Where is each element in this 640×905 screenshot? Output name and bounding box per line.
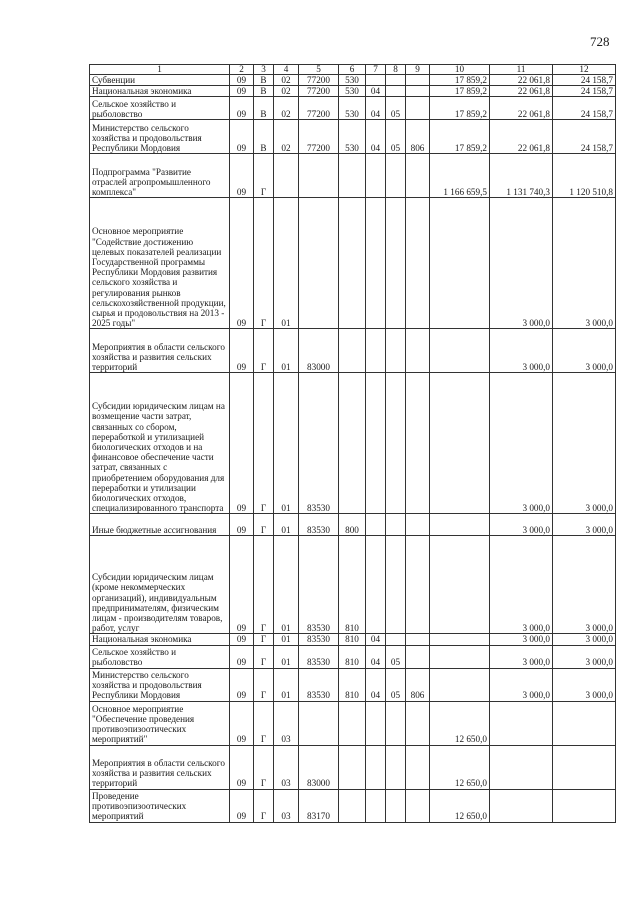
cell-c8 [386, 701, 406, 745]
row-name: Субсидии юридическим лицам (кроме некоммерческих организаций), индивидуальным предпринимателям, физическим лицам - производителям товаров, работ, услуг [90, 536, 230, 634]
cell-c6: 810 [339, 536, 366, 634]
cell-c11: 3 000,0 [490, 329, 553, 373]
cell-c12 [553, 745, 616, 789]
cell-c8: 05 [386, 120, 406, 154]
page-number: 728 [590, 34, 610, 49]
cell-c7 [366, 154, 386, 198]
cell-c5: 77200 [299, 86, 339, 97]
cell-c3: В [254, 86, 274, 97]
cell-c8 [386, 373, 406, 514]
cell-c3: Г [254, 514, 274, 536]
cell-c11 [490, 745, 553, 789]
cell-c12: 24 158,7 [553, 97, 616, 120]
cell-c7: 04 [366, 645, 386, 668]
row-name: Проведение противоэпизоотических мероприятий [90, 789, 230, 822]
cell-c10 [430, 668, 490, 701]
cell-c12: 1 120 510,8 [553, 154, 616, 198]
cell-c8 [386, 154, 406, 198]
cell-c5: 77200 [299, 75, 339, 86]
cell-c12: 3 000,0 [553, 514, 616, 536]
cell-c9 [406, 97, 430, 120]
cell-c10: 17 859,2 [430, 75, 490, 86]
column-header: 8 [386, 65, 406, 75]
row-name: Министерство сельского хозяйства и продовольствия Республики Мордовия [90, 668, 230, 701]
cell-c8 [386, 329, 406, 373]
cell-c4: 01 [274, 668, 299, 701]
row-name: Субвенции [90, 75, 230, 86]
column-header: 6 [339, 65, 366, 75]
cell-c11: 3 000,0 [490, 634, 553, 645]
cell-c5: 83530 [299, 373, 339, 514]
cell-c7: 04 [366, 668, 386, 701]
cell-c2: 09 [230, 329, 254, 373]
cell-c6 [339, 789, 366, 822]
cell-c12 [553, 701, 616, 745]
cell-c6: 530 [339, 97, 366, 120]
cell-c5: 83530 [299, 634, 339, 645]
cell-c12: 3 000,0 [553, 198, 616, 329]
cell-c3: В [254, 97, 274, 120]
cell-c11: 1 131 740,3 [490, 154, 553, 198]
cell-c6 [339, 329, 366, 373]
cell-c2: 09 [230, 154, 254, 198]
cell-c9 [406, 745, 430, 789]
cell-c4: 02 [274, 120, 299, 154]
cell-c11: 22 061,8 [490, 120, 553, 154]
cell-c4: 03 [274, 701, 299, 745]
cell-c5: 83000 [299, 745, 339, 789]
cell-c9 [406, 86, 430, 97]
cell-c10: 17 859,2 [430, 86, 490, 97]
cell-c3: Г [254, 154, 274, 198]
table-row [90, 514, 616, 536]
cell-c6 [339, 198, 366, 329]
column-header: 9 [406, 65, 430, 75]
cell-c9 [406, 154, 430, 198]
cell-c2: 09 [230, 198, 254, 329]
cell-c11 [490, 789, 553, 822]
cell-c8 [386, 86, 406, 97]
cell-c8 [386, 745, 406, 789]
cell-c12: 3 000,0 [553, 668, 616, 701]
table-row [90, 198, 616, 329]
cell-c11: 22 061,8 [490, 75, 553, 86]
row-name: Основное мероприятие "Обеспечение проведения противоэпизоотических мероприятий" [90, 701, 230, 745]
cell-c4: 01 [274, 373, 299, 514]
cell-c8 [386, 75, 406, 86]
cell-c9 [406, 75, 430, 86]
table-row [90, 154, 616, 198]
cell-c6: 530 [339, 86, 366, 97]
cell-c12: 3 000,0 [553, 373, 616, 514]
cell-c5 [299, 198, 339, 329]
cell-c2: 09 [230, 789, 254, 822]
cell-c7 [366, 701, 386, 745]
row-name: Сельское хозяйство и рыболовство [90, 645, 230, 668]
cell-c2: 09 [230, 373, 254, 514]
cell-c8 [386, 536, 406, 634]
table-row [90, 86, 616, 97]
row-name: Министерство сельского хозяйства и продовольствия Республики Мордовия [90, 120, 230, 154]
column-header: 5 [299, 65, 339, 75]
cell-c3: Г [254, 634, 274, 645]
cell-c2: 09 [230, 75, 254, 86]
table-row [90, 789, 616, 822]
row-name: Сельское хозяйство и рыболовство [90, 97, 230, 120]
cell-c10: 12 650,0 [430, 789, 490, 822]
cell-c4 [274, 154, 299, 198]
cell-c2: 09 [230, 645, 254, 668]
cell-c9 [406, 514, 430, 536]
table-row [90, 373, 616, 514]
cell-c8 [386, 634, 406, 645]
column-header: 12 [553, 65, 616, 75]
cell-c10: 1 166 659,5 [430, 154, 490, 198]
cell-c6: 810 [339, 668, 366, 701]
table-row [90, 645, 616, 668]
cell-c11: 3 000,0 [490, 668, 553, 701]
column-header: 2 [230, 65, 254, 75]
cell-c11 [490, 701, 553, 745]
cell-c9 [406, 645, 430, 668]
cell-c8 [386, 198, 406, 329]
cell-c11: 3 000,0 [490, 536, 553, 634]
cell-c7: 04 [366, 634, 386, 645]
cell-c12: 3 000,0 [553, 645, 616, 668]
cell-c12: 24 158,7 [553, 120, 616, 154]
cell-c11: 22 061,8 [490, 97, 553, 120]
cell-c3: Г [254, 789, 274, 822]
cell-c10: 17 859,2 [430, 120, 490, 154]
row-name: Национальная экономика [90, 86, 230, 97]
row-name: Основное мероприятие "Содействие достижению целевых показателей реализации Государственной программы Республики Мордовия развития сельского хозяйства и регулирования рынков сельскохозяйственной продукции, сырья и продовольствия на 2013 - 2025 годы" [90, 198, 230, 329]
row-name: Иные бюджетные ассигнования [90, 514, 230, 536]
cell-c10 [430, 645, 490, 668]
cell-c7 [366, 745, 386, 789]
cell-c9 [406, 198, 430, 329]
cell-c10 [430, 198, 490, 329]
column-header: 11 [490, 65, 553, 75]
cell-c4: 02 [274, 86, 299, 97]
cell-c5: 77200 [299, 97, 339, 120]
cell-c12: 24 158,7 [553, 86, 616, 97]
cell-c6 [339, 154, 366, 198]
cell-c4: 01 [274, 514, 299, 536]
row-name: Подпрограмма "Развитие отраслей агропромышленного комплекса" [90, 154, 230, 198]
cell-c9 [406, 329, 430, 373]
header-row [90, 65, 616, 75]
cell-c2: 09 [230, 745, 254, 789]
cell-c4: 02 [274, 97, 299, 120]
cell-c9 [406, 373, 430, 514]
table-row [90, 75, 616, 86]
cell-c4: 03 [274, 789, 299, 822]
cell-c8 [386, 514, 406, 536]
cell-c10 [430, 514, 490, 536]
cell-c3: Г [254, 198, 274, 329]
table-row [90, 97, 616, 120]
cell-c3: Г [254, 668, 274, 701]
cell-c10 [430, 329, 490, 373]
cell-c9 [406, 634, 430, 645]
cell-c3: Г [254, 536, 274, 634]
column-header: 4 [274, 65, 299, 75]
cell-c6: 530 [339, 120, 366, 154]
cell-c8: 05 [386, 668, 406, 701]
cell-c7 [366, 789, 386, 822]
cell-c5: 83530 [299, 645, 339, 668]
cell-c10 [430, 373, 490, 514]
cell-c2: 09 [230, 634, 254, 645]
budget-table [89, 64, 616, 823]
cell-c3: Г [254, 373, 274, 514]
cell-c2: 09 [230, 536, 254, 634]
cell-c10 [430, 536, 490, 634]
table-row [90, 668, 616, 701]
cell-c9 [406, 789, 430, 822]
cell-c10: 12 650,0 [430, 745, 490, 789]
cell-c11: 3 000,0 [490, 373, 553, 514]
cell-c5: 83530 [299, 536, 339, 634]
row-name: Субсидии юридическим лицам на возмещение части затрат, связанных со сбором, переработкой и утилизацией биологических отходов и на финансовое обеспечение части затрат, связанных с приобретением оборудования для переработки и утилизации биологических отходов, специализированного транспорта [90, 373, 230, 514]
table-body [90, 75, 616, 823]
cell-c6 [339, 745, 366, 789]
cell-c12: 24 158,7 [553, 75, 616, 86]
cell-c11: 22 061,8 [490, 86, 553, 97]
cell-c4: 03 [274, 745, 299, 789]
cell-c3: Г [254, 701, 274, 745]
column-header: 3 [254, 65, 274, 75]
cell-c6: 530 [339, 75, 366, 86]
table-row [90, 634, 616, 645]
cell-c5: 83530 [299, 668, 339, 701]
cell-c9 [406, 536, 430, 634]
cell-c12: 3 000,0 [553, 329, 616, 373]
cell-c8 [386, 789, 406, 822]
cell-c7: 04 [366, 86, 386, 97]
cell-c2: 09 [230, 86, 254, 97]
cell-c4: 01 [274, 645, 299, 668]
cell-c2: 09 [230, 97, 254, 120]
cell-c7 [366, 75, 386, 86]
cell-c9 [406, 701, 430, 745]
cell-c5: 77200 [299, 120, 339, 154]
cell-c9: 806 [406, 668, 430, 701]
cell-c6: 810 [339, 645, 366, 668]
row-name: Национальная экономика [90, 634, 230, 645]
cell-c12 [553, 789, 616, 822]
cell-c3: Г [254, 745, 274, 789]
cell-c8: 05 [386, 97, 406, 120]
column-header: 10 [430, 65, 490, 75]
cell-c4: 01 [274, 634, 299, 645]
column-header: 1 [90, 65, 230, 75]
cell-c5 [299, 154, 339, 198]
cell-c8: 05 [386, 645, 406, 668]
cell-c4: 01 [274, 536, 299, 634]
cell-c6 [339, 701, 366, 745]
cell-c12: 3 000,0 [553, 536, 616, 634]
cell-c5: 83530 [299, 514, 339, 536]
cell-c11: 3 000,0 [490, 645, 553, 668]
cell-c7 [366, 329, 386, 373]
cell-c5 [299, 701, 339, 745]
column-header: 7 [366, 65, 386, 75]
cell-c7: 04 [366, 120, 386, 154]
cell-c4: 01 [274, 329, 299, 373]
cell-c6: 810 [339, 634, 366, 645]
cell-c2: 09 [230, 514, 254, 536]
cell-c2: 09 [230, 701, 254, 745]
cell-c10 [430, 634, 490, 645]
cell-c6 [339, 373, 366, 514]
cell-c3: В [254, 75, 274, 86]
table-row [90, 120, 616, 154]
cell-c2: 09 [230, 120, 254, 154]
cell-c7 [366, 373, 386, 514]
cell-c12: 3 000,0 [553, 634, 616, 645]
cell-c9: 806 [406, 120, 430, 154]
cell-c3: В [254, 120, 274, 154]
cell-c5: 83000 [299, 329, 339, 373]
cell-c4: 02 [274, 75, 299, 86]
table-row [90, 536, 616, 634]
table-row [90, 701, 616, 745]
cell-c7 [366, 198, 386, 329]
cell-c2: 09 [230, 668, 254, 701]
cell-c3: Г [254, 329, 274, 373]
cell-c3: Г [254, 645, 274, 668]
cell-c5: 83170 [299, 789, 339, 822]
cell-c11: 3 000,0 [490, 198, 553, 329]
cell-c7 [366, 536, 386, 634]
cell-c10: 12 650,0 [430, 701, 490, 745]
row-name: Мероприятия в области сельского хозяйства и развития сельских территорий [90, 745, 230, 789]
table-row [90, 745, 616, 789]
cell-c11: 3 000,0 [490, 514, 553, 536]
row-name: Мероприятия в области сельского хозяйства и развития сельских территорий [90, 329, 230, 373]
cell-c7 [366, 514, 386, 536]
table-row [90, 329, 616, 373]
cell-c6: 800 [339, 514, 366, 536]
cell-c7: 04 [366, 97, 386, 120]
cell-c10: 17 859,2 [430, 97, 490, 120]
cell-c4: 01 [274, 198, 299, 329]
